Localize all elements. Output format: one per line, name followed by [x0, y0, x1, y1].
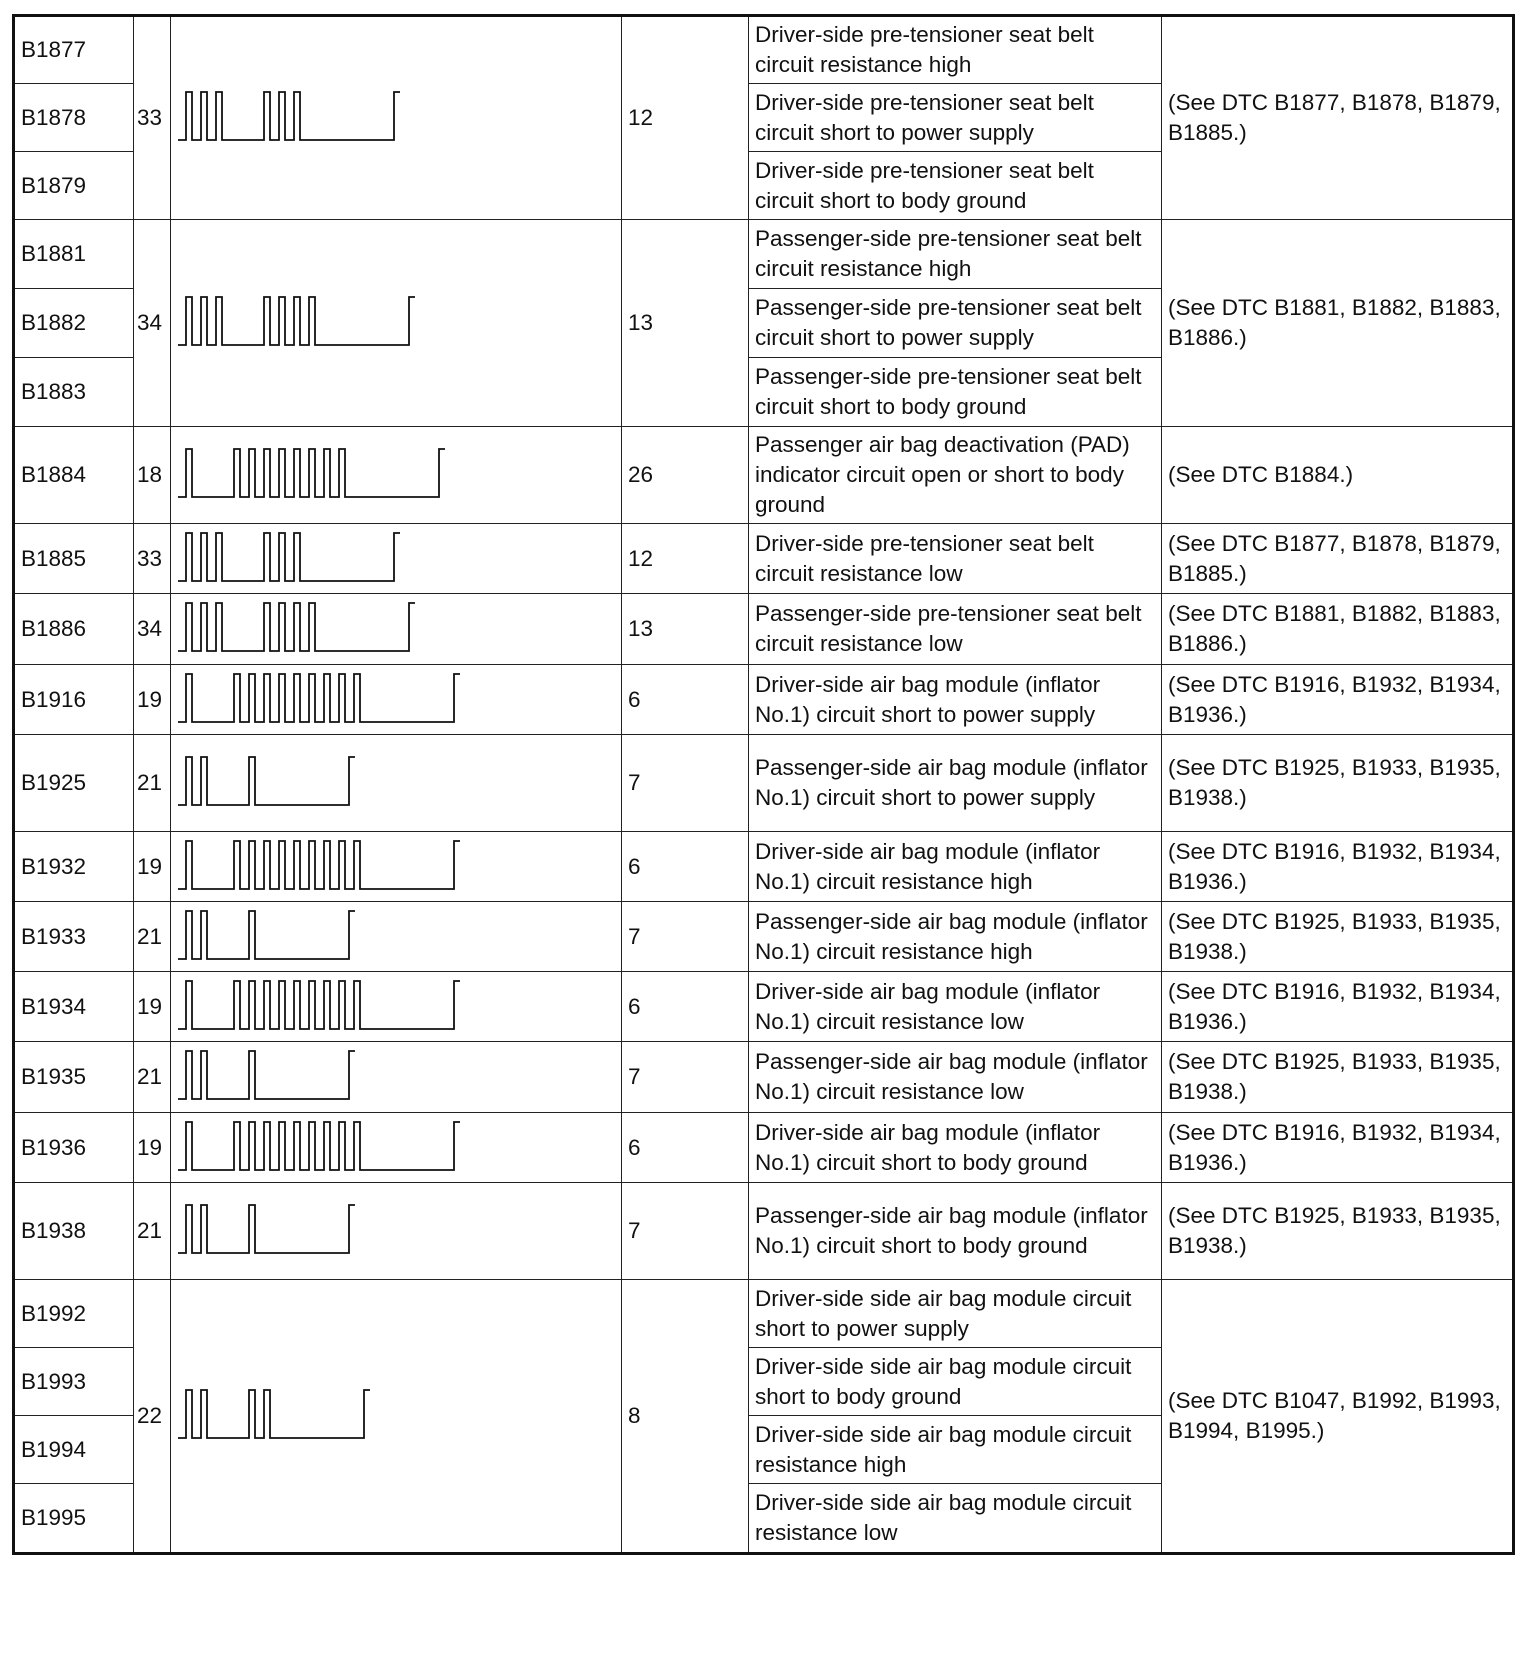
dtc-description-cell [749, 220, 1162, 289]
dtc-code-cell [14, 1113, 134, 1183]
blink-pattern-cell [171, 1280, 622, 1554]
dtc-code-cell [14, 16, 134, 84]
blink-count-cell [622, 1183, 749, 1280]
blink-count-cell [622, 902, 749, 972]
blink-count-cell [622, 220, 749, 427]
dtc-row [14, 972, 1514, 1042]
flash-code-cell [134, 220, 171, 427]
blink-count-cell [622, 16, 749, 220]
blink-count-cell-text: 12 [628, 105, 654, 130]
blink-pattern-diagram [171, 1047, 611, 1107]
reference-cell [1162, 594, 1514, 665]
blink-count-cell [622, 524, 749, 594]
pulse-waveform [178, 841, 460, 889]
blink-count-cell-text: 7 [628, 923, 641, 949]
blink-count-cell-text: 8 [628, 1403, 641, 1428]
flash-code-cell [134, 594, 171, 665]
dtc-description-cell-text: Passenger-side air bag module (inflator No.1) circuit resistance low [755, 1049, 1148, 1104]
blink-pattern-diagram [171, 1118, 611, 1178]
dtc-description-cell [749, 1416, 1162, 1484]
blink-count-cell-text: 7 [628, 770, 641, 795]
blink-pattern-cell [171, 1042, 622, 1113]
pulse-waveform [178, 449, 445, 497]
flash-code-cell-text: 33 [137, 545, 163, 571]
blink-count-cell [622, 735, 749, 832]
dtc-code-cell-text: B1881 [21, 241, 87, 266]
dtc-description-cell [749, 972, 1162, 1042]
pulse-waveform [178, 297, 415, 345]
dtc-description-cell-text: Passenger-side air bag module (inflator No.1) circuit short to body ground [755, 1203, 1148, 1258]
dtc-row [14, 1280, 1514, 1348]
dtc-description-cell-text: Passenger-side air bag module (inflator No.1) circuit short to power supply [755, 755, 1148, 810]
blink-pattern-diagram [171, 88, 611, 148]
flash-code-cell-text: 18 [137, 462, 163, 487]
dtc-description-cell-text: Passenger-side pre-tensioner seat belt circuit resistance high [755, 226, 1142, 281]
reference-cell-text: (See DTC B1916, B1932, B1934, B1936.) [1168, 838, 1501, 894]
flash-code-cell [134, 16, 171, 220]
blink-count-cell-text: 12 [628, 545, 654, 571]
dtc-description-cell [749, 1042, 1162, 1113]
reference-cell [1162, 1280, 1514, 1554]
dtc-description-cell-text: Driver-side air bag module (inflator No.1) circuit short to body ground [755, 1119, 1101, 1175]
dtc-description-cell [749, 594, 1162, 665]
dtc-row [14, 832, 1514, 902]
dtc-code-cell-text: B1879 [21, 172, 87, 198]
reference-cell-text: (See DTC B1916, B1932, B1934, B1936.) [1168, 978, 1501, 1034]
blink-pattern-diagram [171, 753, 611, 813]
blink-count-cell-text: 13 [628, 310, 654, 335]
dtc-description-cell [749, 16, 1162, 84]
blink-pattern-cell [171, 972, 622, 1042]
flash-code-cell-text: 19 [137, 686, 163, 712]
flash-code-cell-text: 19 [137, 993, 163, 1019]
dtc-description-cell [749, 84, 1162, 152]
dtc-description-cell-text: Passenger-side pre-tensioner seat belt circuit short to power supply [755, 295, 1142, 350]
dtc-code-cell-text: B1885 [21, 545, 87, 571]
blink-pattern-cell [171, 16, 622, 220]
flash-code-cell [134, 972, 171, 1042]
dtc-description-cell-text: Driver-side air bag module (inflator No.1) circuit resistance high [755, 838, 1101, 894]
flash-code-cell-text: 34 [137, 310, 163, 335]
dtc-description-cell [749, 1113, 1162, 1183]
dtc-row [14, 16, 1514, 84]
flash-code-cell [134, 832, 171, 902]
reference-cell-text: (See DTC B1916, B1932, B1934, B1936.) [1168, 1119, 1501, 1175]
dtc-code-cell-text: B1884 [21, 462, 87, 487]
dtc-code-cell-text: B1933 [21, 923, 87, 949]
dtc-code-cell-text: B1925 [21, 770, 87, 795]
pulse-waveform [178, 757, 355, 805]
reference-cell-text: (See DTC B1884.) [1168, 462, 1354, 487]
reference-cell-text: (See DTC B1916, B1932, B1934, B1936.) [1168, 671, 1501, 727]
blink-count-cell [622, 1280, 749, 1554]
flash-code-cell [134, 1113, 171, 1183]
dtc-description-cell [749, 1484, 1162, 1554]
dtc-code-cell [14, 902, 134, 972]
dtc-description-cell [749, 152, 1162, 220]
dtc-code-cell-text: B1936 [21, 1134, 87, 1160]
dtc-code-cell-text: B1932 [21, 853, 87, 879]
dtc-description-cell [749, 524, 1162, 594]
blink-count-cell-text: 13 [628, 616, 654, 641]
reference-cell [1162, 16, 1514, 220]
dtc-description-cell-text: Driver-side side air bag module circuit short to body ground [755, 1353, 1132, 1409]
blink-count-cell-text: 7 [628, 1218, 641, 1243]
dtc-table-body [14, 16, 1514, 1554]
blink-pattern-diagram [171, 529, 611, 589]
dtc-description-cell [749, 1280, 1162, 1348]
dtc-row [14, 902, 1514, 972]
blink-count-cell [622, 594, 749, 665]
dtc-code-cell [14, 152, 134, 220]
reference-cell [1162, 220, 1514, 427]
reference-cell [1162, 1183, 1514, 1280]
blink-pattern-cell [171, 220, 622, 427]
flash-code-cell [134, 665, 171, 735]
blink-pattern-cell [171, 832, 622, 902]
dtc-code-cell-text: B1882 [21, 310, 87, 335]
reference-cell-text: (See DTC B1047, B1992, B1993, B1994, B1995.) [1168, 1388, 1501, 1443]
pulse-waveform [178, 92, 400, 140]
blink-count-cell-text: 6 [628, 1134, 641, 1160]
dtc-code-cell [14, 832, 134, 902]
dtc-description-cell [749, 427, 1162, 524]
blink-count-cell-text: 6 [628, 686, 641, 712]
pulse-waveform [178, 911, 355, 959]
dtc-code-cell-text: B1886 [21, 616, 87, 641]
dtc-description-cell [749, 289, 1162, 358]
dtc-code-cell [14, 220, 134, 289]
reference-cell-text: (See DTC B1881, B1882, B1883, B1886.) [1168, 295, 1501, 350]
blink-pattern-diagram [171, 1386, 611, 1446]
dtc-row [14, 220, 1514, 289]
pulse-waveform [178, 981, 460, 1029]
blink-pattern-diagram [171, 293, 611, 353]
dtc-row [14, 594, 1514, 665]
flash-code-cell [134, 524, 171, 594]
dtc-code-cell [14, 1416, 134, 1484]
dtc-row [14, 1042, 1514, 1113]
dtc-code-cell [14, 665, 134, 735]
dtc-row [14, 427, 1514, 524]
blink-pattern-cell [171, 1183, 622, 1280]
dtc-description-cell-text: Driver-side pre-tensioner seat belt circuit resistance low [755, 530, 1094, 586]
dtc-code-cell [14, 972, 134, 1042]
reference-cell [1162, 972, 1514, 1042]
blink-pattern-cell [171, 665, 622, 735]
dtc-description-cell-text: Passenger-side pre-tensioner seat belt circuit resistance low [755, 601, 1142, 656]
dtc-description-cell [749, 1348, 1162, 1416]
blink-pattern-cell [171, 524, 622, 594]
flash-code-cell [134, 735, 171, 832]
blink-pattern-diagram [171, 837, 611, 897]
dtc-code-cell-text: B1916 [21, 686, 87, 712]
dtc-description-cell [749, 735, 1162, 832]
reference-cell [1162, 735, 1514, 832]
reference-cell-text: (See DTC B1881, B1882, B1883, B1886.) [1168, 601, 1501, 656]
blink-count-cell [622, 1113, 749, 1183]
reference-cell [1162, 832, 1514, 902]
blink-pattern-diagram [171, 907, 611, 967]
reference-cell-text: (See DTC B1925, B1933, B1935, B1938.) [1168, 1049, 1501, 1104]
flash-code-cell [134, 1042, 171, 1113]
dtc-code-cell-text: B1994 [21, 1436, 87, 1462]
flash-code-cell [134, 427, 171, 524]
reference-cell [1162, 524, 1514, 594]
blink-pattern-diagram [171, 445, 611, 505]
blink-pattern-cell [171, 427, 622, 524]
flash-code-cell [134, 1183, 171, 1280]
dtc-row [14, 735, 1514, 832]
dtc-code-cell [14, 1183, 134, 1280]
dtc-description-cell [749, 902, 1162, 972]
blink-count-cell-text: 26 [628, 462, 654, 487]
dtc-code-cell [14, 1280, 134, 1348]
pulse-waveform [178, 1205, 355, 1253]
dtc-description-cell [749, 358, 1162, 427]
dtc-code-cell [14, 1042, 134, 1113]
reference-cell-text: (See DTC B1877, B1878, B1879, B1885.) [1168, 530, 1501, 586]
pulse-waveform [178, 1122, 460, 1170]
dtc-row [14, 524, 1514, 594]
dtc-description-cell-text: Driver-side pre-tensioner seat belt circuit resistance high [755, 22, 1094, 77]
dtc-code-cell [14, 427, 134, 524]
blink-pattern-diagram [171, 670, 611, 730]
reference-cell [1162, 1042, 1514, 1113]
reference-cell-text: (See DTC B1925, B1933, B1935, B1938.) [1168, 908, 1501, 964]
dtc-description-cell-text: Driver-side pre-tensioner seat belt circuit short to body ground [755, 157, 1094, 213]
dtc-description-cell-text: Driver-side side air bag module circuit resistance low [755, 1490, 1132, 1545]
dtc-code-cell [14, 289, 134, 358]
flash-code-cell [134, 1280, 171, 1554]
dtc-code-cell [14, 524, 134, 594]
reference-cell-text: (See DTC B1925, B1933, B1935, B1938.) [1168, 755, 1501, 810]
reference-cell [1162, 1113, 1514, 1183]
dtc-description-cell-text: Driver-side air bag module (inflator No.1) circuit short to power supply [755, 671, 1101, 727]
dtc-code-cell-text: B1992 [21, 1300, 87, 1326]
dtc-code-cell-text: B1935 [21, 1064, 87, 1089]
flash-code-cell-text: 34 [137, 616, 163, 641]
blink-pattern-cell [171, 902, 622, 972]
blink-pattern-diagram [171, 599, 611, 659]
dtc-description-cell-text: Driver-side air bag module (inflator No.1) circuit resistance low [755, 978, 1101, 1034]
dtc-row [14, 1113, 1514, 1183]
dtc-code-cell-text: B1877 [21, 37, 87, 62]
flash-code-cell-text: 33 [137, 105, 163, 130]
flash-code-cell-text: 19 [137, 853, 163, 879]
reference-cell-text: (See DTC B1925, B1933, B1935, B1938.) [1168, 1203, 1501, 1258]
dtc-code-cell [14, 1484, 134, 1554]
blink-pattern-cell [171, 1113, 622, 1183]
flash-code-cell-text: 21 [137, 923, 163, 949]
dtc-row [14, 665, 1514, 735]
blink-pattern-diagram [171, 977, 611, 1037]
dtc-description-cell-text: Passenger-side pre-tensioner seat belt circuit short to body ground [755, 364, 1142, 419]
blink-count-cell [622, 665, 749, 735]
dtc-description-cell-text: Passenger-side air bag module (inflator No.1) circuit resistance high [755, 908, 1148, 964]
blink-pattern-cell [171, 594, 622, 665]
blink-count-cell-text: 6 [628, 993, 641, 1019]
dtc-row [14, 1183, 1514, 1280]
dtc-description-cell-text: Passenger air bag deactivation (PAD) indicator circuit open or short to body ground [755, 432, 1130, 517]
dtc-description-cell [749, 832, 1162, 902]
dtc-code-cell-text: B1995 [21, 1505, 87, 1530]
pulse-waveform [178, 674, 460, 722]
dtc-code-cell [14, 735, 134, 832]
pulse-waveform [178, 603, 415, 651]
flash-code-cell-text: 21 [137, 770, 163, 795]
blink-count-cell [622, 972, 749, 1042]
flash-code-cell-text: 21 [137, 1218, 163, 1243]
dtc-description-cell [749, 665, 1162, 735]
reference-cell [1162, 902, 1514, 972]
pulse-waveform [178, 1390, 370, 1438]
dtc-code-cell [14, 84, 134, 152]
blink-count-cell [622, 427, 749, 524]
dtc-code-cell-text: B1938 [21, 1218, 87, 1243]
flash-code-cell-text: 22 [137, 1403, 163, 1428]
dtc-code-cell-text: B1993 [21, 1368, 87, 1394]
dtc-description-cell-text: Driver-side side air bag module circuit short to power supply [755, 1285, 1132, 1341]
blink-pattern-cell [171, 735, 622, 832]
reference-cell-text: (See DTC B1877, B1878, B1879, B1885.) [1168, 90, 1501, 145]
reference-cell [1162, 427, 1514, 524]
dtc-table [12, 14, 1515, 1555]
dtc-code-cell-text: B1934 [21, 993, 87, 1019]
dtc-description-cell [749, 1183, 1162, 1280]
dtc-code-cell-text: B1883 [21, 379, 87, 404]
dtc-code-cell [14, 1348, 134, 1416]
reference-cell [1162, 665, 1514, 735]
flash-code-cell-text: 19 [137, 1134, 163, 1160]
blink-count-cell-text: 6 [628, 853, 641, 879]
blink-count-cell-text: 7 [628, 1064, 641, 1089]
pulse-waveform [178, 533, 400, 581]
blink-count-cell [622, 832, 749, 902]
blink-count-cell [622, 1042, 749, 1113]
flash-code-cell-text: 21 [137, 1064, 163, 1089]
dtc-code-cell [14, 358, 134, 427]
pulse-waveform [178, 1051, 355, 1099]
dtc-description-cell-text: Driver-side pre-tensioner seat belt circuit short to power supply [755, 89, 1094, 145]
dtc-code-cell [14, 594, 134, 665]
flash-code-cell [134, 902, 171, 972]
dtc-description-cell-text: Driver-side side air bag module circuit resistance high [755, 1421, 1132, 1477]
dtc-code-cell-text: B1878 [21, 104, 87, 130]
blink-pattern-diagram [171, 1201, 611, 1261]
